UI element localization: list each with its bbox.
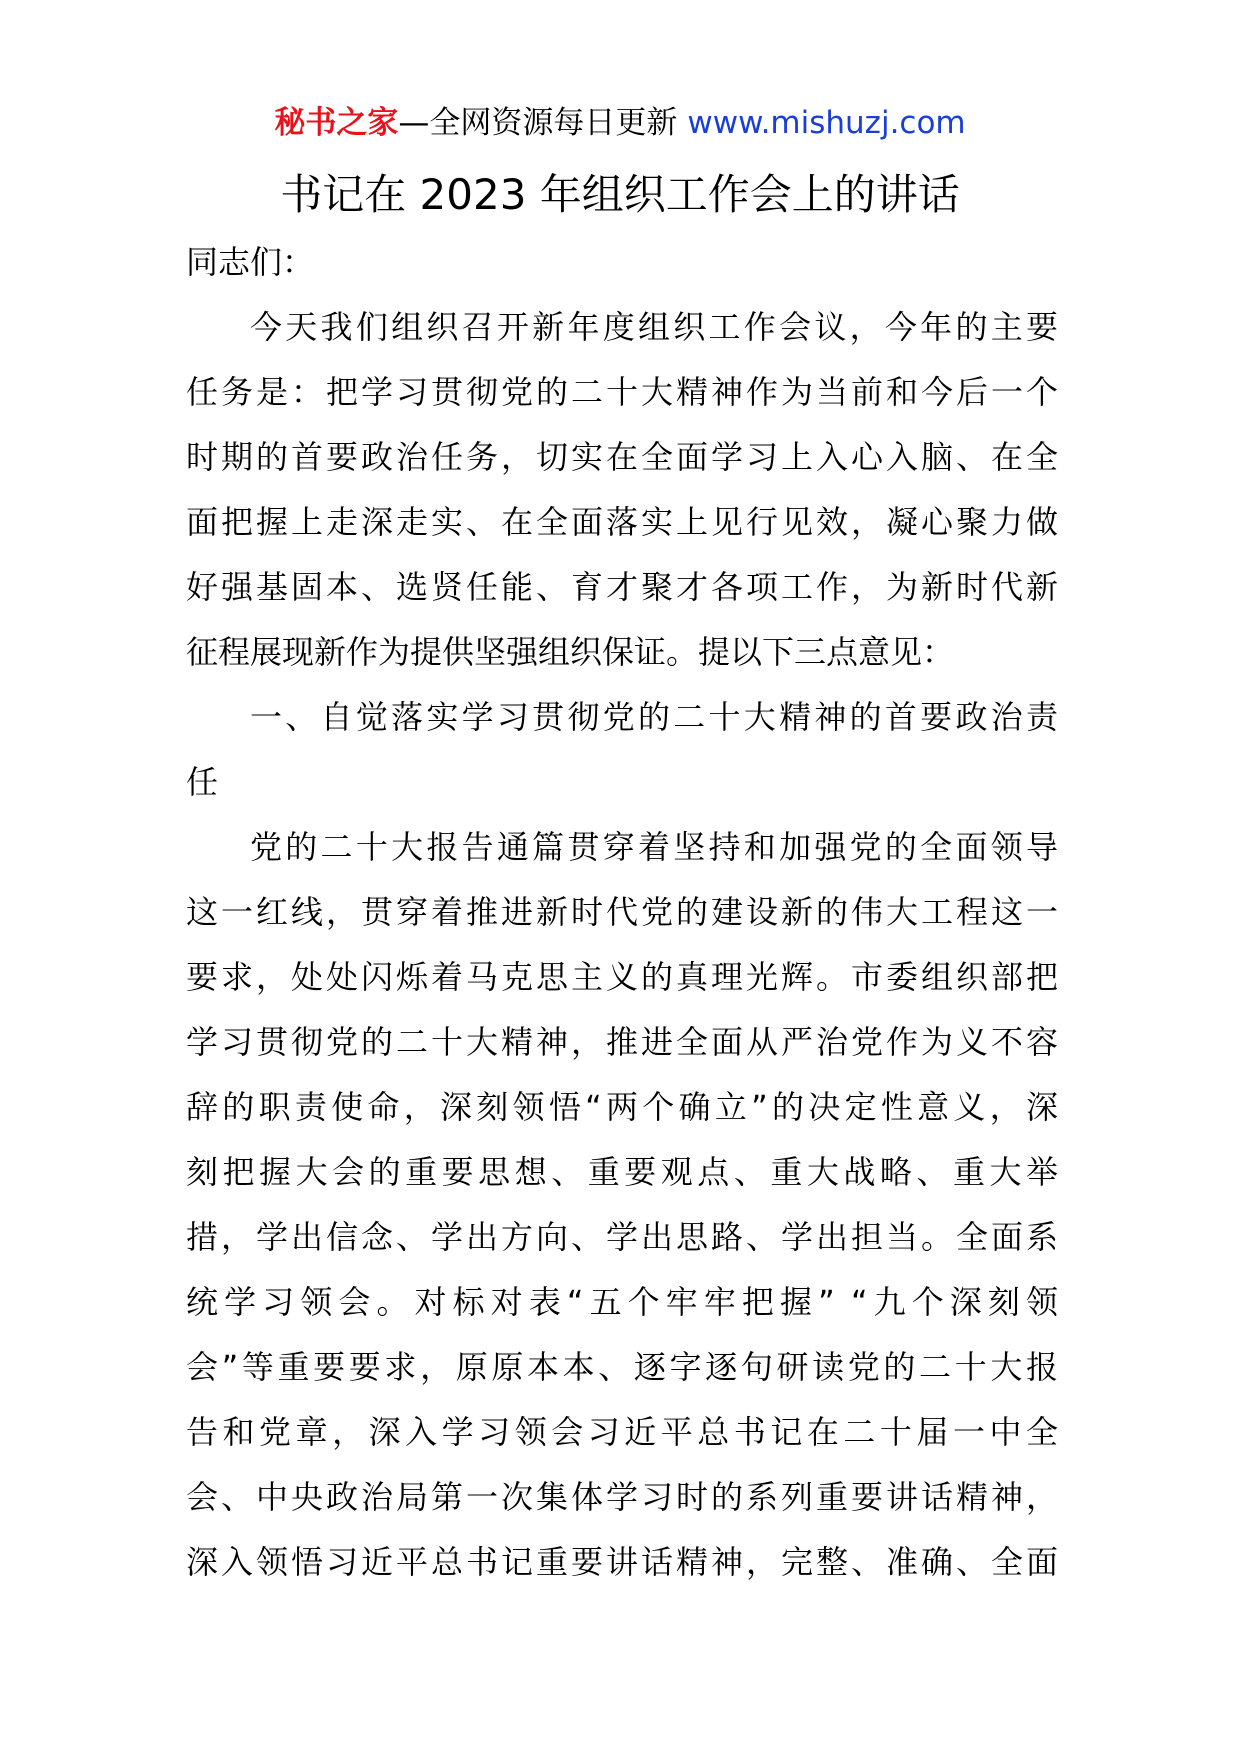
body-line: 好强基固本、选贤任能、育才聚才各项工作，为新时代新 [186,568,1058,606]
salutation: 同志们： [186,243,315,281]
body-line: 会”等重要要求，原原本本、逐字逐句研读党的二十大报 [186,1348,1058,1386]
document-title: 书记在 2023 年组织工作会上的讲话 [280,170,960,219]
body-line: 刻把握大会的重要思想、重要观点、重大战略、重大举 [186,1153,1058,1191]
body-line: 党的二十大报告通篇贯穿着坚持和加强党的全面领导 [250,828,1058,866]
body-line: 一、自觉落实学习贯彻党的二十大精神的首要政治责 [250,698,1058,736]
site-header [0,100,1240,146]
body-line: 要求，处处闪烁着马克思主义的真理光辉。市委组织部把 [186,958,1058,996]
body-line: 会、中央政治局第一次集体学习时的系列重要讲话精神， [186,1478,1058,1516]
body-line: 任 [186,763,219,801]
document-body [186,230,1058,1595]
body-line: 时期的首要政治任务，切实在全面学习上入心入脑、在全 [186,438,1058,476]
site-brand: 秘书之家 [274,105,399,141]
site-url-link[interactable]: www.mishuzj.com [687,105,966,141]
body-lines [186,295,1058,1595]
body-line: 任务是：把学习贯彻党的二十大精神作为当前和今后一个 [186,373,1058,411]
body-line: 学习贯彻党的二十大精神，推进全面从严治党作为义不容 [186,1023,1058,1061]
body-line: 这一红线，贯穿着推进新时代党的建设新的伟大工程这一 [186,893,1058,931]
body-line: 辞的职责使命，深刻领悟“两个确立”的决定性意义，深 [186,1088,1058,1126]
body-line: 面把握上走深走实、在全面落实上见行见效，凝心聚力做 [186,503,1058,541]
site-slogan: —全网资源每日更新 [398,105,678,141]
body-line: 今天我们组织召开新年度组织工作会议，今年的主要 [250,308,1058,346]
body-line: 深入领悟习近平总书记重要讲话精神，完整、准确、全面 [186,1543,1058,1581]
body-line: 措，学出信念、学出方向、学出思路、学出担当。全面系 [186,1218,1058,1256]
body-line: 统学习领会。对标对表“五个牢牢把握” “九个深刻领 [186,1283,1058,1321]
body-line: 征程展现新作为提供坚强组织保证。提以下三点意见： [186,633,955,671]
body-line: 告和党章，深入学习领会习近平总书记在二十届一中全 [186,1413,1058,1451]
